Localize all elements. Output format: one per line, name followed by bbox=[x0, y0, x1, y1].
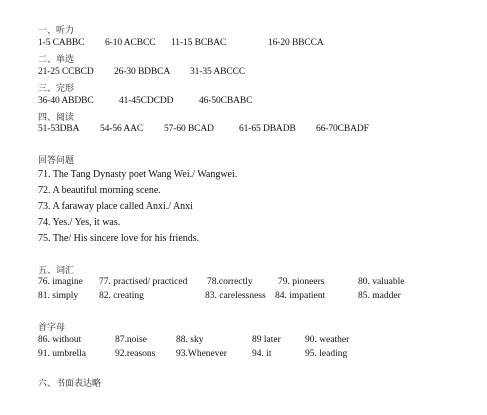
vocabulary-answer: 82. creating bbox=[99, 291, 144, 301]
answer-group: 21-25 CCBCD bbox=[38, 67, 94, 77]
vocabulary-answer: 84. impatient bbox=[275, 291, 326, 301]
vocabulary-answer: 81. simply bbox=[38, 291, 79, 301]
initials-answer: 88. sky bbox=[176, 335, 204, 345]
question-answer: 71. The Tang Dynasty poet Wang Wei./ Wangwei. bbox=[38, 169, 238, 180]
reading-heading: 四、阅读 bbox=[38, 113, 75, 123]
vocabulary-answer: 76. imagine bbox=[38, 277, 83, 287]
answer-group: 57-60 BCAD bbox=[164, 124, 214, 134]
answer-group: 6-10 ACBCC bbox=[105, 38, 156, 48]
initials-answer: 87.noise bbox=[115, 335, 147, 345]
answer-group: 11-15 BCBAC bbox=[171, 38, 227, 48]
vocabulary-heading: 五、词汇 bbox=[38, 266, 75, 276]
answer-group: 36-40 ABDBC bbox=[38, 96, 94, 106]
answer-group: 26-30 BDBCA bbox=[114, 67, 171, 77]
listening-heading: 一、听力 bbox=[38, 26, 75, 36]
initials-answer: 95. leading bbox=[305, 349, 348, 359]
initials-answer: 92.reasons bbox=[115, 349, 156, 359]
answer-group: 46-50CBABC bbox=[199, 96, 253, 106]
single-choice-heading: 二、单选 bbox=[38, 55, 75, 65]
vocabulary-answer: 79. pioneers bbox=[278, 277, 325, 287]
answer-group: 31-35 ABCCC bbox=[190, 67, 246, 77]
answer-group: 41-45CDCDD bbox=[119, 96, 174, 106]
question-answer: 75. The/ His sincere love for his friends. bbox=[38, 233, 200, 244]
answer-group: 1-5 CABBC bbox=[38, 38, 85, 48]
answer-group: 54-56 AAC bbox=[100, 124, 144, 134]
vocabulary-answer: 77. practised/ practiced bbox=[99, 277, 188, 287]
answer-group: 51-53DBA bbox=[38, 124, 80, 134]
answer-group: 66-70CBADF bbox=[316, 124, 369, 134]
cloze-heading: 三、完形 bbox=[38, 84, 75, 94]
writing-heading: 六、书面表达略 bbox=[38, 379, 102, 389]
vocabulary-answer: 85. madder bbox=[358, 291, 401, 301]
initials-answer: 91. umbrella bbox=[38, 349, 87, 359]
vocabulary-answer: 80. valuable bbox=[358, 277, 405, 287]
initials-answer: 86. without bbox=[38, 335, 82, 345]
vocabulary-answer: 83. carelessness bbox=[205, 291, 266, 301]
initials-answer: 89 later bbox=[252, 335, 281, 345]
initials-answer: 94. it bbox=[252, 349, 272, 359]
initials-answer: 90. weather bbox=[305, 335, 350, 345]
initials-heading: 首字母 bbox=[38, 323, 66, 333]
initials-answer: 93.Whenever bbox=[176, 349, 227, 359]
question-answer: 72. A beautiful morning scene. bbox=[38, 185, 161, 196]
answer-group: 16-20 BBCCA bbox=[268, 38, 324, 48]
answer-group: 61-65 DBADB bbox=[239, 124, 296, 134]
questions-heading: 回答问题 bbox=[38, 156, 75, 166]
question-answer: 73. A faraway place called Anxi./ Anxi bbox=[38, 201, 193, 212]
vocabulary-answer: 78.correctly bbox=[207, 277, 253, 287]
question-answer: 74. Yes./ Yes, it was. bbox=[38, 217, 121, 228]
